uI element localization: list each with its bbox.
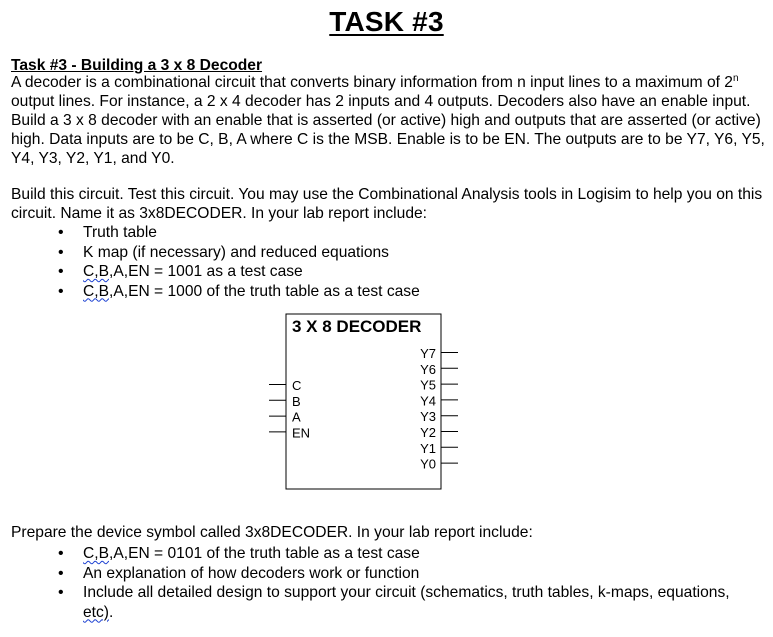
output-pin-label: Y6 <box>420 361 436 377</box>
list-item: • Include all detailed design to support your circuit (schematics, truth tables, k-maps, equations, etc). <box>56 583 761 622</box>
task-heading: Task #3 - Building a 3 x 8 Decoder <box>11 57 263 74</box>
list-item: • C,B,A,EN = 0101 of the truth table as a test case <box>56 544 761 564</box>
page-title: TASK #3 <box>329 6 444 37</box>
spellcheck-squiggle: C,B <box>83 545 109 562</box>
list-item: • An explanation of how decoders work or function <box>56 564 761 584</box>
input-pins <box>269 378 310 440</box>
list-item: • C,B,A,EN = 1001 as a test case <box>56 262 761 282</box>
spellcheck-squiggle: C,B <box>83 282 109 300</box>
prepare-paragraph: Prepare the device symbol called 3x8DECODER. In your lab report include: <box>11 524 533 541</box>
output-pins <box>420 346 458 472</box>
prepare-requirements-list <box>56 544 761 622</box>
output-pin-label: Y3 <box>420 409 436 425</box>
input-pin-label: A <box>292 409 301 425</box>
output-pin-label: Y1 <box>420 440 436 456</box>
output-pin-label: Y7 <box>420 346 436 361</box>
intro-superscript: n <box>732 72 739 84</box>
list-item: • C,B,A,EN = 1000 of the truth table as a test case <box>56 282 761 302</box>
output-pin-label: Y0 <box>420 456 436 472</box>
list-item: • Truth table <box>56 223 761 243</box>
list-item: • K map (if necessary) and reduced equations <box>56 243 761 263</box>
output-pin-label: Y4 <box>420 393 436 409</box>
output-pin-label: Y5 <box>420 377 436 393</box>
intro-text-end: output lines. For instance, a 2 x 4 decoder has 2 inputs and 4 outputs. Decoders also have an enable input. Build a 3 x 8 decoder with an enable that is asserted (or active) high and outputs that are asserted (or active) high. Data inputs are to be C, B, A where C is the MSB. Enable is to be EN. The outputs are to be Y7, Y6, Y5, Y4, Y3, Y2, Y1, and Y0. <box>11 92 765 167</box>
symbol-title: 3 X 8 DECODER <box>292 317 422 336</box>
intro-text-start: A decoder is a combinational circuit that converts binary information from n input lines to a maximum of 2 <box>11 74 733 91</box>
output-pin-label: Y2 <box>420 425 436 440</box>
spellcheck-squiggle: etc) <box>83 603 109 621</box>
build-paragraph: Build this circuit. Test this circuit. You may use the Combinational Analysis tools in Logisim to help you on this circuit. Name it as 3x8DECODER. In your lab report include: <box>11 186 763 222</box>
spellcheck-squiggle: C,B <box>83 263 109 280</box>
input-pin-label: B <box>292 393 301 409</box>
input-pin-label: EN <box>292 425 311 441</box>
input-pin-label: C <box>292 378 302 393</box>
decoder-body <box>286 314 441 489</box>
